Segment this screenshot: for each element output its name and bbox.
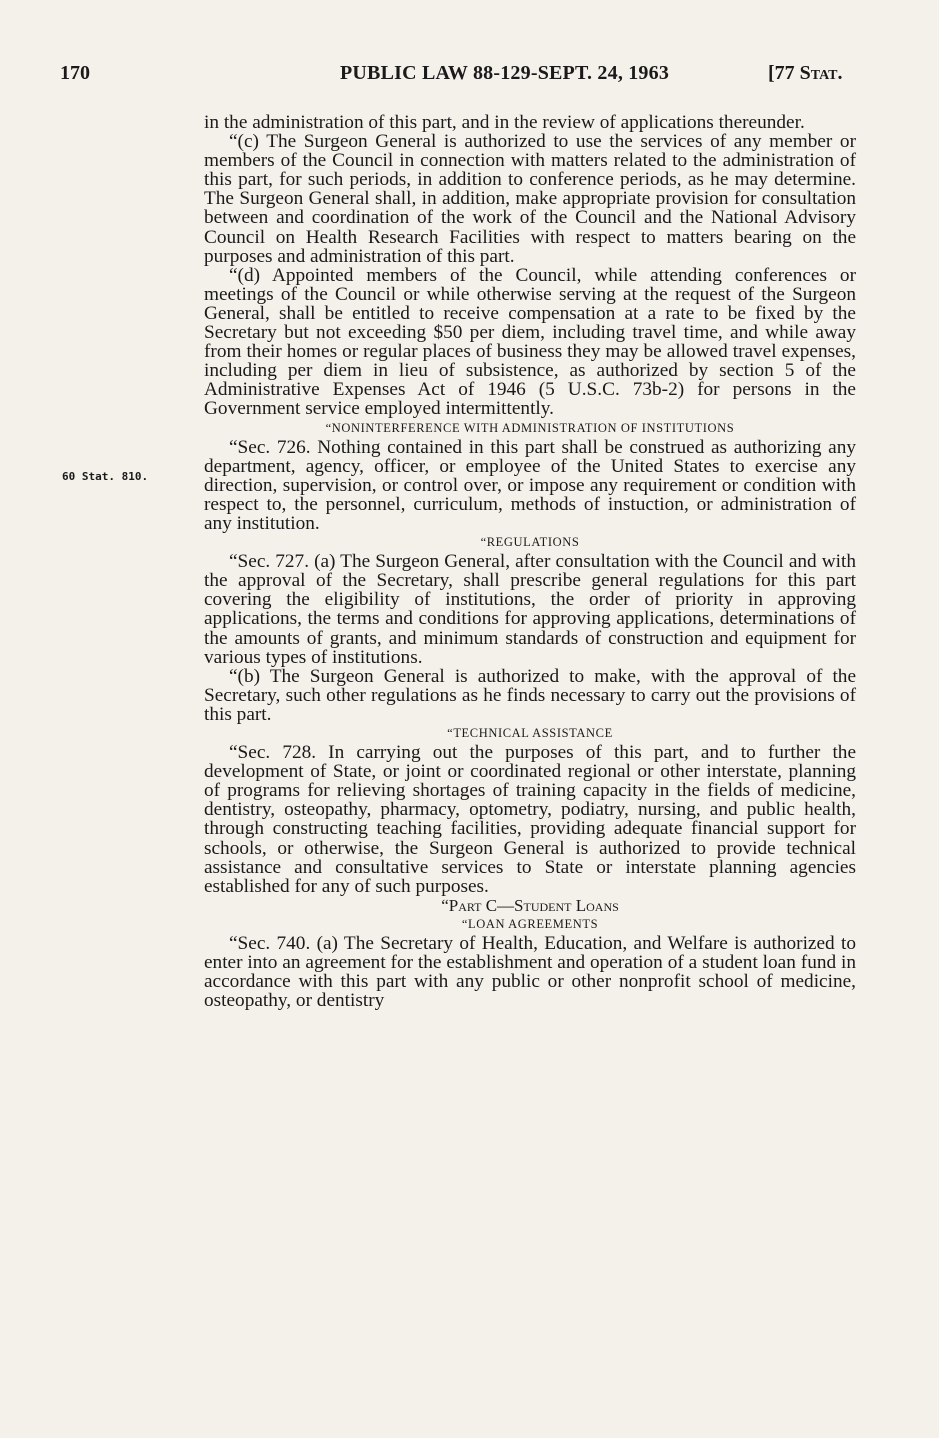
paragraph-sec-740a: “Sec. 740. (a) The Secretary of Health, Education, and Welfare is authorized to enter into an agreement for the establishment and operation of a student loan fund in accordance with this part with any public or other nonprofit school of medicine, osteopathy, or dentistry: [204, 933, 856, 1012]
page-body: [204, 113, 856, 1010]
paragraph-sec-728: “Sec. 728. In carrying out the purposes of this part, and to further the development of State, or joint or coordinated regional or other interstate, planning of programs for relieving shortages of training capacity in the fields of medicine, dentistry, osteopathy, pharmacy, optometry, podiatry, nursing, and public health, through constructing teaching facilities, providing adequate financial support for schools, or otherwise, the Surgeon General is authorized to provide technical assistance and consultative services to State or interstate planning agencies established for any of such purposes.: [204, 742, 856, 897]
paragraph-sec-726: “Sec. 726. Nothing contained in this part shall be construed as authorizing any department, agency, officer, or employee of the United States to exercise any direction, supervision, or control over, or impose any requirement or condition with respect to, the personnel, curriculum, methods of instuction, or administration of any institution.: [204, 436, 856, 534]
paragraph-sec-727b: “(b) The Surgeon General is authorized to make, with the approval of the Secretary, such other regulations as he finds necessary to carry out the provisions of this part.: [204, 665, 856, 725]
paragraph-subsection-d: “(d) Appointed members of the Council, while attending conferences or meetings of the Council or while otherwise serving at the request of the Surgeon General, shall be entitled to receive compensation at a rate to be fixed by the Secretary but not exceeding $50 per diem, including travel time, and while away from their homes or regular places of business they may be allowed travel expenses, including per diem in lieu of subsistence, as authorized by section 5 of the Administrative Expenses Act of 1946 (5 U.S.C. 73b-2) for persons in the Government service employed intermittently.: [204, 264, 856, 420]
section-heading-noninterference: “NONINTERFERENCE WITH ADMINISTRATION OF INSTITUTIONS: [325, 420, 735, 435]
margin-citation: 60 Stat. 810.: [62, 470, 149, 483]
section-heading-loan-agreements: “LOAN AGREEMENTS: [461, 916, 599, 931]
running-title: PUBLIC LAW 88-129-SEPT. 24, 1963: [340, 62, 670, 84]
page-header: [0, 62, 939, 92]
page-number: 170: [60, 62, 90, 84]
paragraph-subsection-c: “(c) The Surgeon General is authorized to use the services of any member or members of the Council in connection with matters related to the administration of this part, for such periods, in addition to conference periods, as he may determine. The Surgeon General shall, in addition, make appropriate provision for consultation between and coordination of the work of the Council and the National Advisory Council on Health Research Facilities with respect to matters bearing on the purposes and administration of this part.: [204, 131, 856, 267]
part-heading: “Part C—Student Loans: [441, 895, 619, 915]
paragraph-sec-727a: “Sec. 727. (a) The Surgeon General, after consultation with the Council and with the approval of the Secretary, shall prescribe general regulations for this part covering the eligibility of institutions, the order of priority in approving applications, the terms and conditions for approving applications, determinations of the amounts of grants, and minimum standards of construction and equipment for various types of institutions.: [204, 551, 856, 668]
paragraph-continuation: in the administration of this part, and in the review of applications thereunder.: [204, 112, 805, 133]
section-heading-regulations: “REGULATIONS: [480, 535, 580, 550]
section-heading-technical-assistance: “TECHNICAL ASSISTANCE: [447, 726, 613, 740]
statute-volume: [77 Stat.: [768, 62, 843, 84]
